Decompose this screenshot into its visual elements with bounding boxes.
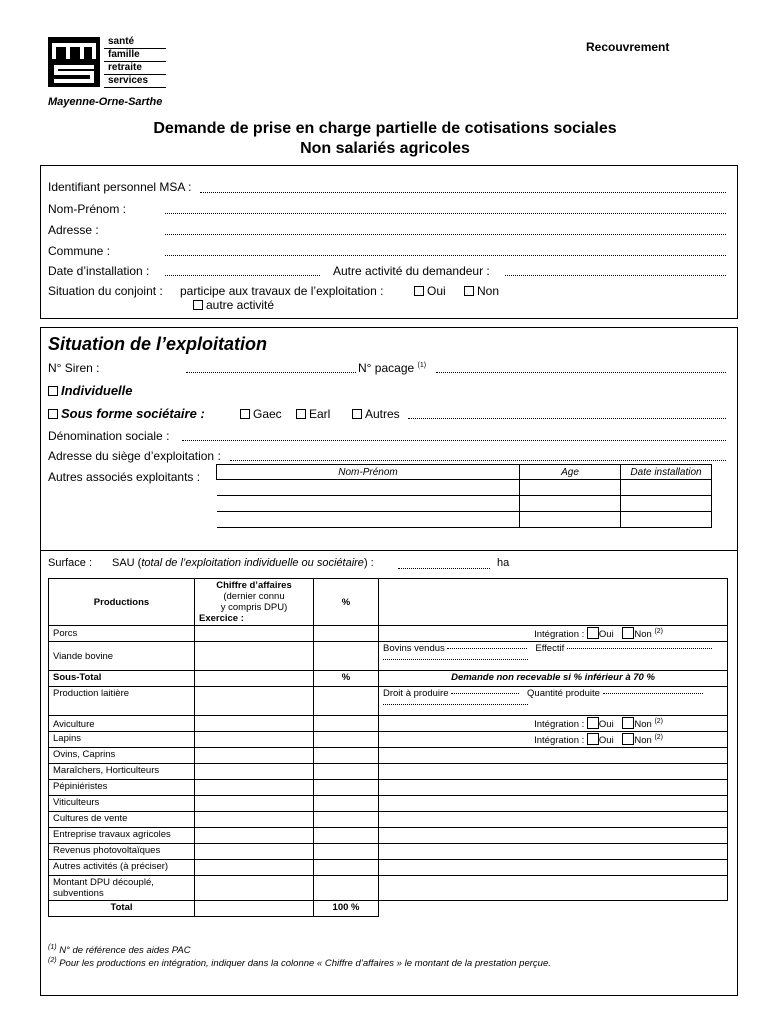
assoc-header-age: Age xyxy=(520,465,621,480)
ca-cell[interactable] xyxy=(195,732,314,748)
ca-cell[interactable] xyxy=(195,687,314,716)
earl-option[interactable] xyxy=(296,407,330,421)
table-row xyxy=(49,901,728,917)
ca-cell[interactable] xyxy=(195,812,314,828)
date-installation-label: Date d’installation : xyxy=(48,264,150,278)
bovins-field[interactable] xyxy=(447,648,527,649)
individuelle-label: Individuelle xyxy=(61,383,133,398)
ca-cell[interactable] xyxy=(195,796,314,812)
logo-line-retraite: retraite xyxy=(104,62,166,75)
checkbox[interactable] xyxy=(296,409,306,419)
ca-total-cell[interactable] xyxy=(195,901,314,917)
ca-cell[interactable] xyxy=(195,844,314,860)
table-row xyxy=(217,465,712,480)
id-label: Identifiant personnel MSA : xyxy=(48,180,192,194)
page-subtitle: Non salariés agricoles xyxy=(300,140,470,157)
commune-field[interactable] xyxy=(165,255,726,256)
pct-cell[interactable] xyxy=(314,642,379,671)
assoc-cell[interactable] xyxy=(217,480,520,496)
dpu-line2: subventions xyxy=(53,888,104,899)
logo-line-services: services xyxy=(104,75,166,88)
footnote-ref: (2) xyxy=(654,717,663,725)
table-row xyxy=(49,796,728,812)
conjoint-oui-option[interactable] xyxy=(414,284,446,298)
footnote-ref: (2) xyxy=(654,627,663,635)
ca-cell[interactable] xyxy=(195,860,314,876)
checkbox[interactable] xyxy=(48,409,58,419)
integration-non-label: Non xyxy=(634,629,652,640)
table-row xyxy=(49,579,728,626)
demande-note: Demande non recevable si % inférieur à 70 % xyxy=(379,671,728,687)
header-productions: Productions xyxy=(49,579,195,626)
conjoint-autre-option[interactable] xyxy=(193,298,274,312)
table-row xyxy=(49,828,728,844)
sau-unit: ha xyxy=(497,557,510,569)
row-label-pepinieristes: Pépiniéristes xyxy=(49,780,195,796)
row-label-sous-total: Sous-Total xyxy=(49,671,195,687)
date-installation-field[interactable] xyxy=(165,275,320,276)
row-label-revenus: Revenus photovoltaïques xyxy=(49,844,195,860)
table-row xyxy=(217,480,712,496)
autres-field[interactable] xyxy=(408,418,726,419)
checkbox[interactable] xyxy=(464,286,474,296)
bovins-field-2[interactable] xyxy=(383,659,528,660)
societaire-option[interactable] xyxy=(48,406,205,421)
note-cell xyxy=(379,780,728,796)
checkbox[interactable] xyxy=(414,286,424,296)
adresse-siege-field[interactable] xyxy=(230,460,726,461)
table-row xyxy=(49,732,728,748)
footnote-ref: (2) xyxy=(654,733,663,741)
integration-non-checkbox[interactable] xyxy=(622,627,634,639)
assoc-cell[interactable] xyxy=(520,496,621,512)
footnote-2-text: Pour les productions en intégration, indiquer dans la colonne « Chiffre d’affaires » le montant de la prestation perçue. xyxy=(59,958,551,970)
pct-cell[interactable] xyxy=(314,716,379,732)
individuelle-option[interactable] xyxy=(48,383,133,398)
checkbox[interactable] xyxy=(240,409,250,419)
autres-option[interactable] xyxy=(352,407,400,421)
table-row xyxy=(49,844,728,860)
integration-oui-label: Oui xyxy=(598,735,614,746)
table-row xyxy=(217,512,712,528)
note-cell xyxy=(379,748,728,764)
integration-label: Intégration : xyxy=(534,629,585,640)
dpu-line1: Montant DPU découplé, xyxy=(53,877,154,888)
total-pct: 100 % xyxy=(314,901,379,917)
integration-cell xyxy=(379,716,728,732)
note-cell xyxy=(379,812,728,828)
pacage-label-text: N° pacage xyxy=(358,361,415,375)
assoc-cell[interactable] xyxy=(217,512,520,528)
msa-logo xyxy=(48,37,100,87)
assoc-cell[interactable] xyxy=(520,512,621,528)
assoc-cell[interactable] xyxy=(621,512,712,528)
region-label: Mayenne-Orne-Sarthe xyxy=(48,96,163,108)
gaec-option[interactable] xyxy=(240,407,282,421)
pct-cell[interactable] xyxy=(314,860,379,876)
integration-oui-checkbox[interactable] xyxy=(587,717,599,729)
ca-cell[interactable] xyxy=(195,876,314,901)
row-label-viticulteurs: Viticulteurs xyxy=(49,796,195,812)
pacage-label xyxy=(358,361,426,375)
ca-cell[interactable] xyxy=(195,828,314,844)
integration-cell xyxy=(379,626,728,642)
assoc-cell[interactable] xyxy=(520,480,621,496)
associes-label: Autres associés exploitants : xyxy=(48,470,201,484)
autre-activite-field[interactable] xyxy=(505,275,726,276)
droit-cell xyxy=(379,687,728,716)
table-row xyxy=(49,642,728,671)
id-field[interactable] xyxy=(200,192,726,193)
assoc-cell[interactable] xyxy=(217,496,520,512)
pacage-footnote-ref: (1) xyxy=(417,362,427,369)
sau-field[interactable] xyxy=(398,568,490,569)
pct-cell[interactable] xyxy=(314,626,379,642)
sau-suffix: ) : xyxy=(363,557,374,569)
ca-cell[interactable] xyxy=(195,764,314,780)
assoc-cell[interactable] xyxy=(621,496,712,512)
checkbox[interactable] xyxy=(352,409,362,419)
pct-cell[interactable] xyxy=(314,876,379,901)
ca-cell[interactable] xyxy=(195,716,314,732)
effectif-label: Effectif xyxy=(535,643,565,654)
header-percent: % xyxy=(314,579,379,626)
table-row xyxy=(49,687,728,716)
conjoint-oui-label: Oui xyxy=(427,284,446,298)
table-row xyxy=(49,876,728,901)
integration-oui-label: Oui xyxy=(598,719,614,730)
gaec-label: Gaec xyxy=(253,407,282,421)
integration-non-checkbox[interactable] xyxy=(622,733,634,745)
conjoint-label: Situation du conjoint : xyxy=(48,284,163,298)
adresse-field[interactable] xyxy=(165,234,726,235)
pacage-field[interactable] xyxy=(436,372,726,373)
pct-cell[interactable] xyxy=(314,828,379,844)
logo-tagline xyxy=(104,36,166,88)
siren-field[interactable] xyxy=(186,372,356,373)
autres-label: Autres xyxy=(365,407,400,421)
row-label-viande: Viande bovine xyxy=(49,642,195,671)
assoc-header-nom: Nom-Prénom xyxy=(217,465,520,480)
row-label-total: Total xyxy=(49,901,195,917)
ca-cell[interactable] xyxy=(195,780,314,796)
pct-cell[interactable] xyxy=(314,796,379,812)
table-row xyxy=(49,716,728,732)
corner-label: Recouvrement xyxy=(586,40,670,54)
conjoint-non-label: Non xyxy=(477,284,500,298)
table-row xyxy=(49,671,728,687)
bovins-label: Bovins vendus xyxy=(383,643,445,654)
footnote-1-marker: (1) xyxy=(48,944,57,951)
sous-total-pct: % xyxy=(314,671,379,687)
logo-line-sante: santé xyxy=(104,36,166,49)
table-row xyxy=(49,764,728,780)
droit-field[interactable] xyxy=(451,693,519,694)
header-ca-line1: Chiffre d’affaires xyxy=(216,580,292,591)
row-label-cultures: Cultures de vente xyxy=(49,812,195,828)
nom-label: Nom-Prénom : xyxy=(48,202,127,216)
pct-cell[interactable] xyxy=(314,732,379,748)
societaire-label: Sous forme sociétaire : xyxy=(61,406,205,421)
integration-non-label: Non xyxy=(634,719,652,730)
bovins-cell xyxy=(379,642,728,671)
note-cell xyxy=(379,764,728,780)
conjoint-question: participe aux travaux de l’exploitation : xyxy=(180,284,384,298)
table-row xyxy=(49,626,728,642)
header-chiffre-affaires xyxy=(195,579,314,626)
sau-prefix: SAU ( xyxy=(112,557,142,569)
pct-cell[interactable] xyxy=(314,780,379,796)
page-title: Demande de prise en charge partielle de cotisations sociales xyxy=(153,120,617,137)
ca-cell[interactable] xyxy=(195,748,314,764)
droit-label: Droit à produire xyxy=(383,688,449,699)
msa-logo-mark xyxy=(48,37,100,87)
row-label-aviculture: Aviculture xyxy=(49,716,195,732)
header-ca-line3: y compris DPU) xyxy=(220,602,288,613)
row-label-autres: Autres activités (à préciser) xyxy=(49,860,195,876)
commune-label: Commune : xyxy=(48,244,111,258)
logo-line-famille: famille xyxy=(104,49,166,62)
note-cell xyxy=(379,844,728,860)
adresse-siege-label: Adresse du siège d’exploitation : xyxy=(48,449,221,463)
checkbox[interactable] xyxy=(48,386,58,396)
note-cell xyxy=(379,828,728,844)
row-label-entreprise: Entreprise travaux agricoles xyxy=(49,828,195,844)
quantite-field[interactable] xyxy=(603,693,703,694)
footnote-2 xyxy=(48,957,551,969)
footnote-2-marker: (2) xyxy=(48,957,57,964)
denomination-label: Dénomination sociale : xyxy=(48,429,170,443)
associes-table xyxy=(216,464,712,528)
sau-label xyxy=(112,557,374,569)
denomination-field[interactable] xyxy=(182,440,726,441)
integration-label: Intégration : xyxy=(534,719,585,730)
empty-cell xyxy=(379,901,728,917)
header-ca-exercice: Exercice : xyxy=(199,613,244,624)
droit-field-2[interactable] xyxy=(383,704,528,705)
autre-activite-label: Autre activité du demandeur : xyxy=(333,264,490,278)
ca-cell[interactable] xyxy=(195,671,314,687)
nom-field[interactable] xyxy=(165,213,726,214)
table-row xyxy=(49,748,728,764)
sau-italic: total de l’exploitation individuelle ou sociétaire xyxy=(141,557,364,569)
exploitation-heading: Situation de l’exploitation xyxy=(48,334,268,354)
checkbox[interactable] xyxy=(193,300,203,310)
table-row xyxy=(217,496,712,512)
effectif-field[interactable] xyxy=(567,648,712,649)
surface-label: Surface : xyxy=(48,557,93,569)
pct-cell[interactable] xyxy=(314,844,379,860)
quantite-label: Quantité produite xyxy=(527,688,600,699)
footnote-1 xyxy=(48,944,191,956)
pct-cell[interactable] xyxy=(314,764,379,780)
note-cell xyxy=(379,796,728,812)
row-label-dpu xyxy=(49,876,195,901)
header-notes xyxy=(379,579,728,626)
table-row xyxy=(49,860,728,876)
assoc-cell[interactable] xyxy=(621,480,712,496)
conjoint-autre-label: autre activité xyxy=(206,298,275,312)
integration-non-checkbox[interactable] xyxy=(622,717,634,729)
pct-cell[interactable] xyxy=(314,812,379,828)
row-label-laitiere: Production laitière xyxy=(49,687,195,716)
integration-non-label: Non xyxy=(634,735,652,746)
table-row xyxy=(49,812,728,828)
row-label-lapins: Lapins xyxy=(49,732,195,748)
pct-cell[interactable] xyxy=(314,748,379,764)
integration-oui-checkbox[interactable] xyxy=(587,627,599,639)
productions-table xyxy=(48,578,728,917)
note-cell xyxy=(379,860,728,876)
divider xyxy=(40,550,738,551)
pct-cell[interactable] xyxy=(314,687,379,716)
adresse-label: Adresse : xyxy=(48,223,99,237)
table-row xyxy=(49,780,728,796)
row-label-maraichers: Maraîchers, Horticulteurs xyxy=(49,764,195,780)
integration-oui-checkbox[interactable] xyxy=(587,733,599,745)
ca-cell[interactable] xyxy=(195,642,314,671)
ca-cell[interactable] xyxy=(195,626,314,642)
footnote-1-text: N° de référence des aides PAC xyxy=(59,945,191,957)
integration-cell xyxy=(379,732,728,748)
conjoint-non-option[interactable] xyxy=(464,284,499,298)
row-label-ovins: Ovins, Caprins xyxy=(49,748,195,764)
integration-label: Intégration : xyxy=(534,735,585,746)
earl-label: Earl xyxy=(309,407,331,421)
header-ca-line2: (dernier connu xyxy=(223,591,285,602)
integration-oui-label: Oui xyxy=(598,629,614,640)
siren-label: N° Siren : xyxy=(48,361,100,375)
row-label-porcs: Porcs xyxy=(49,626,195,642)
note-cell xyxy=(379,876,728,901)
assoc-header-date: Date installation xyxy=(621,465,712,480)
